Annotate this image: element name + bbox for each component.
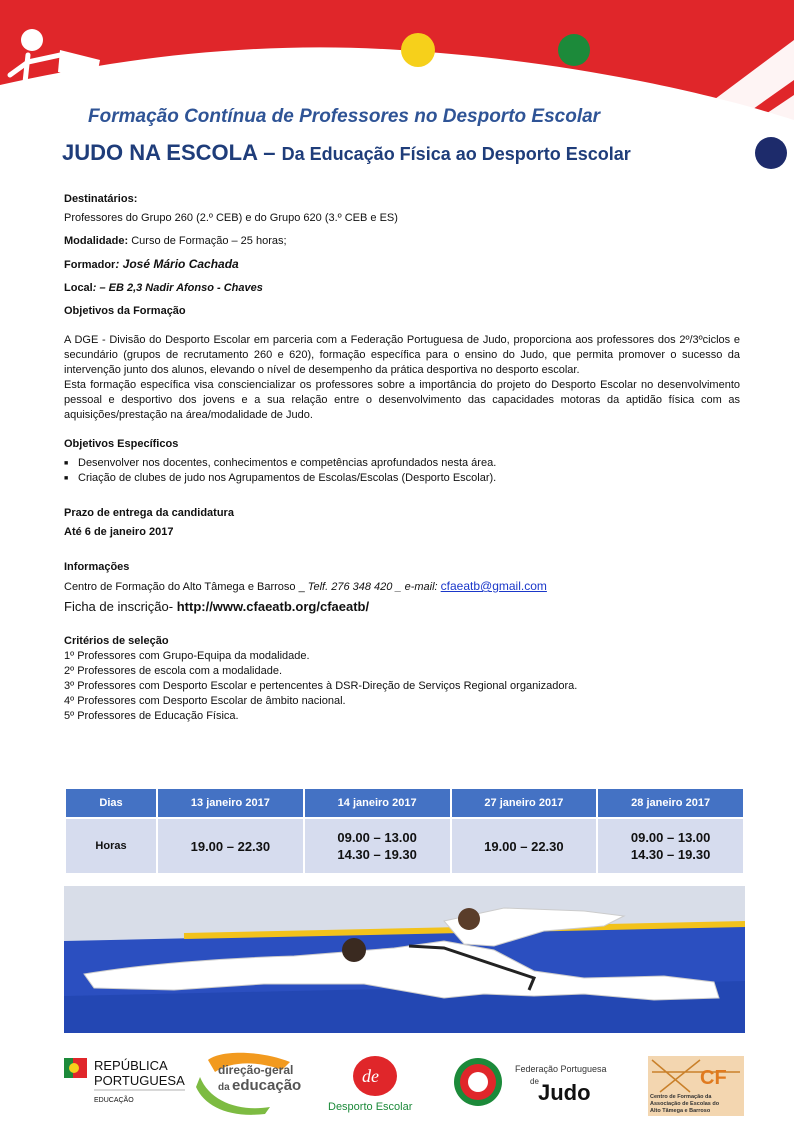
page-subtitle: Formação Contínua de Professores no Desporto Escolar [88, 106, 601, 127]
criterio-item: 5º Professores de Educação Física. [64, 710, 239, 722]
yellow-dot [401, 33, 435, 67]
list-item: ■ Desenvolver nos docentes, conhecimentos e competências aprofundados nesta área. [64, 456, 740, 471]
dge-logo [196, 1053, 301, 1115]
cf-logo [648, 1056, 744, 1116]
time-value: 09.00 – 13.00 [630, 830, 711, 845]
cf-text-1: Centro de Formação da [650, 1094, 712, 1100]
criterio-item: 3º Professores com Desporto Escolar e pertencentes à DSR-Direção de Serviços Regional organizadora. [64, 680, 578, 692]
time-value: 19.00 – 22.30 [484, 838, 564, 854]
title-sub: Da Educação Física ao Desporto Escolar [281, 144, 631, 164]
schedule-table [64, 787, 745, 875]
main-content [64, 192, 740, 724]
navy-dot [755, 137, 787, 169]
formador-label: Formador [64, 259, 116, 271]
header-date: 28 janeiro 2017 [598, 789, 743, 817]
time-value: 09.00 – 13.00 [337, 830, 417, 845]
time-cell [305, 819, 450, 873]
fpj-text-3: Judo [538, 1080, 591, 1105]
email-link[interactable]: cfaeatb@gmail.com [440, 579, 547, 593]
time-cell [452, 819, 597, 873]
prazo-text: Até 6 de janeiro 2017 [64, 526, 174, 538]
cf-text-2: Associação de Escolas do [650, 1101, 720, 1107]
republica-text-1: REPÚBLICA [94, 1058, 168, 1073]
ficha-url[interactable]: http://www.cfaeatb.org/cfaeatb/ [176, 599, 370, 614]
cf-mark: CF [700, 1067, 727, 1089]
list-item: ■ Criação de clubes de judo nos Agrupamentos de Escolas/Escolas (Desporto Escolar). [64, 471, 740, 486]
fpj-text-2: de [530, 1077, 539, 1086]
table-header-row [66, 789, 743, 817]
prazo-label: Prazo de entrega da candidatura [64, 507, 234, 519]
header-date: 14 janeiro 2017 [305, 789, 450, 817]
formador-text: : José Mário Cachada [115, 257, 239, 271]
republica-portuguesa-logo [64, 1058, 185, 1104]
objetivos-paragraph-1: A DGE - Divisão do Desporto Escolar em parceria com a Federação Portuguesa de Judo, proporciona aos professores dos 2º/3ºciclos e secundário (grupos de recrutamento 260 e 620), formação específica para o ensino do Judo, que permita promover o sucesso da intervenção junto dos alunos, elevando o nível de desempenho da prática desportiva no desporto escolar. [64, 334, 740, 376]
ficha-line [64, 599, 740, 614]
objetivos-paragraph-2: Esta formação específica visa consciencializar os professores sobre a importância do projeto do Desporto Escolar no desenvolvimento pessoal e desportivo dos jovens e a sua relação entre o desenvolvimento das capacidades motoras da aptidão física com as aquisições/prestação na área/modalidade de Judo. [64, 379, 740, 421]
header-date: 27 janeiro 2017 [452, 789, 597, 817]
criterios-label: Critérios de seleção [64, 635, 169, 647]
svg-text:de: de [362, 1066, 379, 1086]
ficha-label: Ficha de inscrição- [64, 599, 177, 614]
time-cell [158, 819, 303, 873]
header-dias: Dias [66, 789, 156, 817]
page-title [62, 140, 631, 166]
dge-text-1: direção-geral [218, 1063, 294, 1077]
info-line [64, 579, 740, 595]
info-centro: Centro de Formação do Alto Tâmega e Barroso _ [64, 581, 308, 593]
modalidade-line [64, 234, 740, 249]
especificos-label: Objetivos Específicos [64, 438, 179, 450]
modalidade-text: Curso de Formação – 25 horas; [131, 235, 287, 247]
header-date: 13 janeiro 2017 [158, 789, 303, 817]
objetivos-label: Objetivos da Formação [64, 305, 186, 317]
dge-text-2: da [218, 1082, 230, 1093]
formador-line [64, 257, 740, 273]
local-text: : – EB 2,3 Nadir Afonso - Chaves [92, 282, 263, 294]
dge-text-3: educação [232, 1077, 302, 1094]
cf-text-3: Alto Tâmega e Barroso [650, 1108, 711, 1114]
destinatarios-text: Professores do Grupo 260 (2.º CEB) e do Grupo 620 (3.º CEB e ES) [64, 212, 398, 224]
republica-text-3: EDUCAÇÃO [94, 1097, 134, 1104]
green-dot [558, 34, 590, 66]
desporto-text: Desporto Escolar [328, 1101, 413, 1113]
judo-photo [64, 886, 745, 1033]
row-label-horas: Horas [66, 819, 156, 873]
fpj-text-1: Federação Portuguesa [515, 1064, 607, 1074]
criterio-item: 1º Professores com Grupo-Equipa da modalidade. [64, 650, 310, 662]
desporto-escolar-logo [328, 1056, 413, 1113]
time-value: 14.30 – 19.30 [337, 847, 417, 862]
info-label: Informações [64, 561, 130, 573]
time-cell [598, 819, 743, 873]
local-label: Local [64, 282, 93, 294]
time-value: 14.30 – 19.30 [630, 847, 711, 862]
info-telf: Telf. 276 348 420 _ e-mail: [307, 581, 441, 593]
local-line [64, 281, 740, 296]
modalidade-label: Modalidade: [64, 235, 129, 247]
fpj-logo [454, 1058, 607, 1106]
table-row [66, 819, 743, 873]
criterio-item: 2º Professores de escola com a modalidade. [64, 665, 283, 677]
especificos-list [64, 456, 740, 486]
title-main: JUDO NA ESCOLA – [62, 140, 276, 165]
republica-text-2: PORTUGUESA [94, 1073, 185, 1088]
destinatarios-label: Destinatários: [64, 193, 138, 205]
header-banner [0, 0, 794, 200]
time-value: 19.00 – 22.30 [190, 838, 271, 854]
criterio-item: 4º Professores com Desporto Escolar de âmbito nacional. [64, 695, 346, 707]
footer-logos [60, 1052, 750, 1117]
